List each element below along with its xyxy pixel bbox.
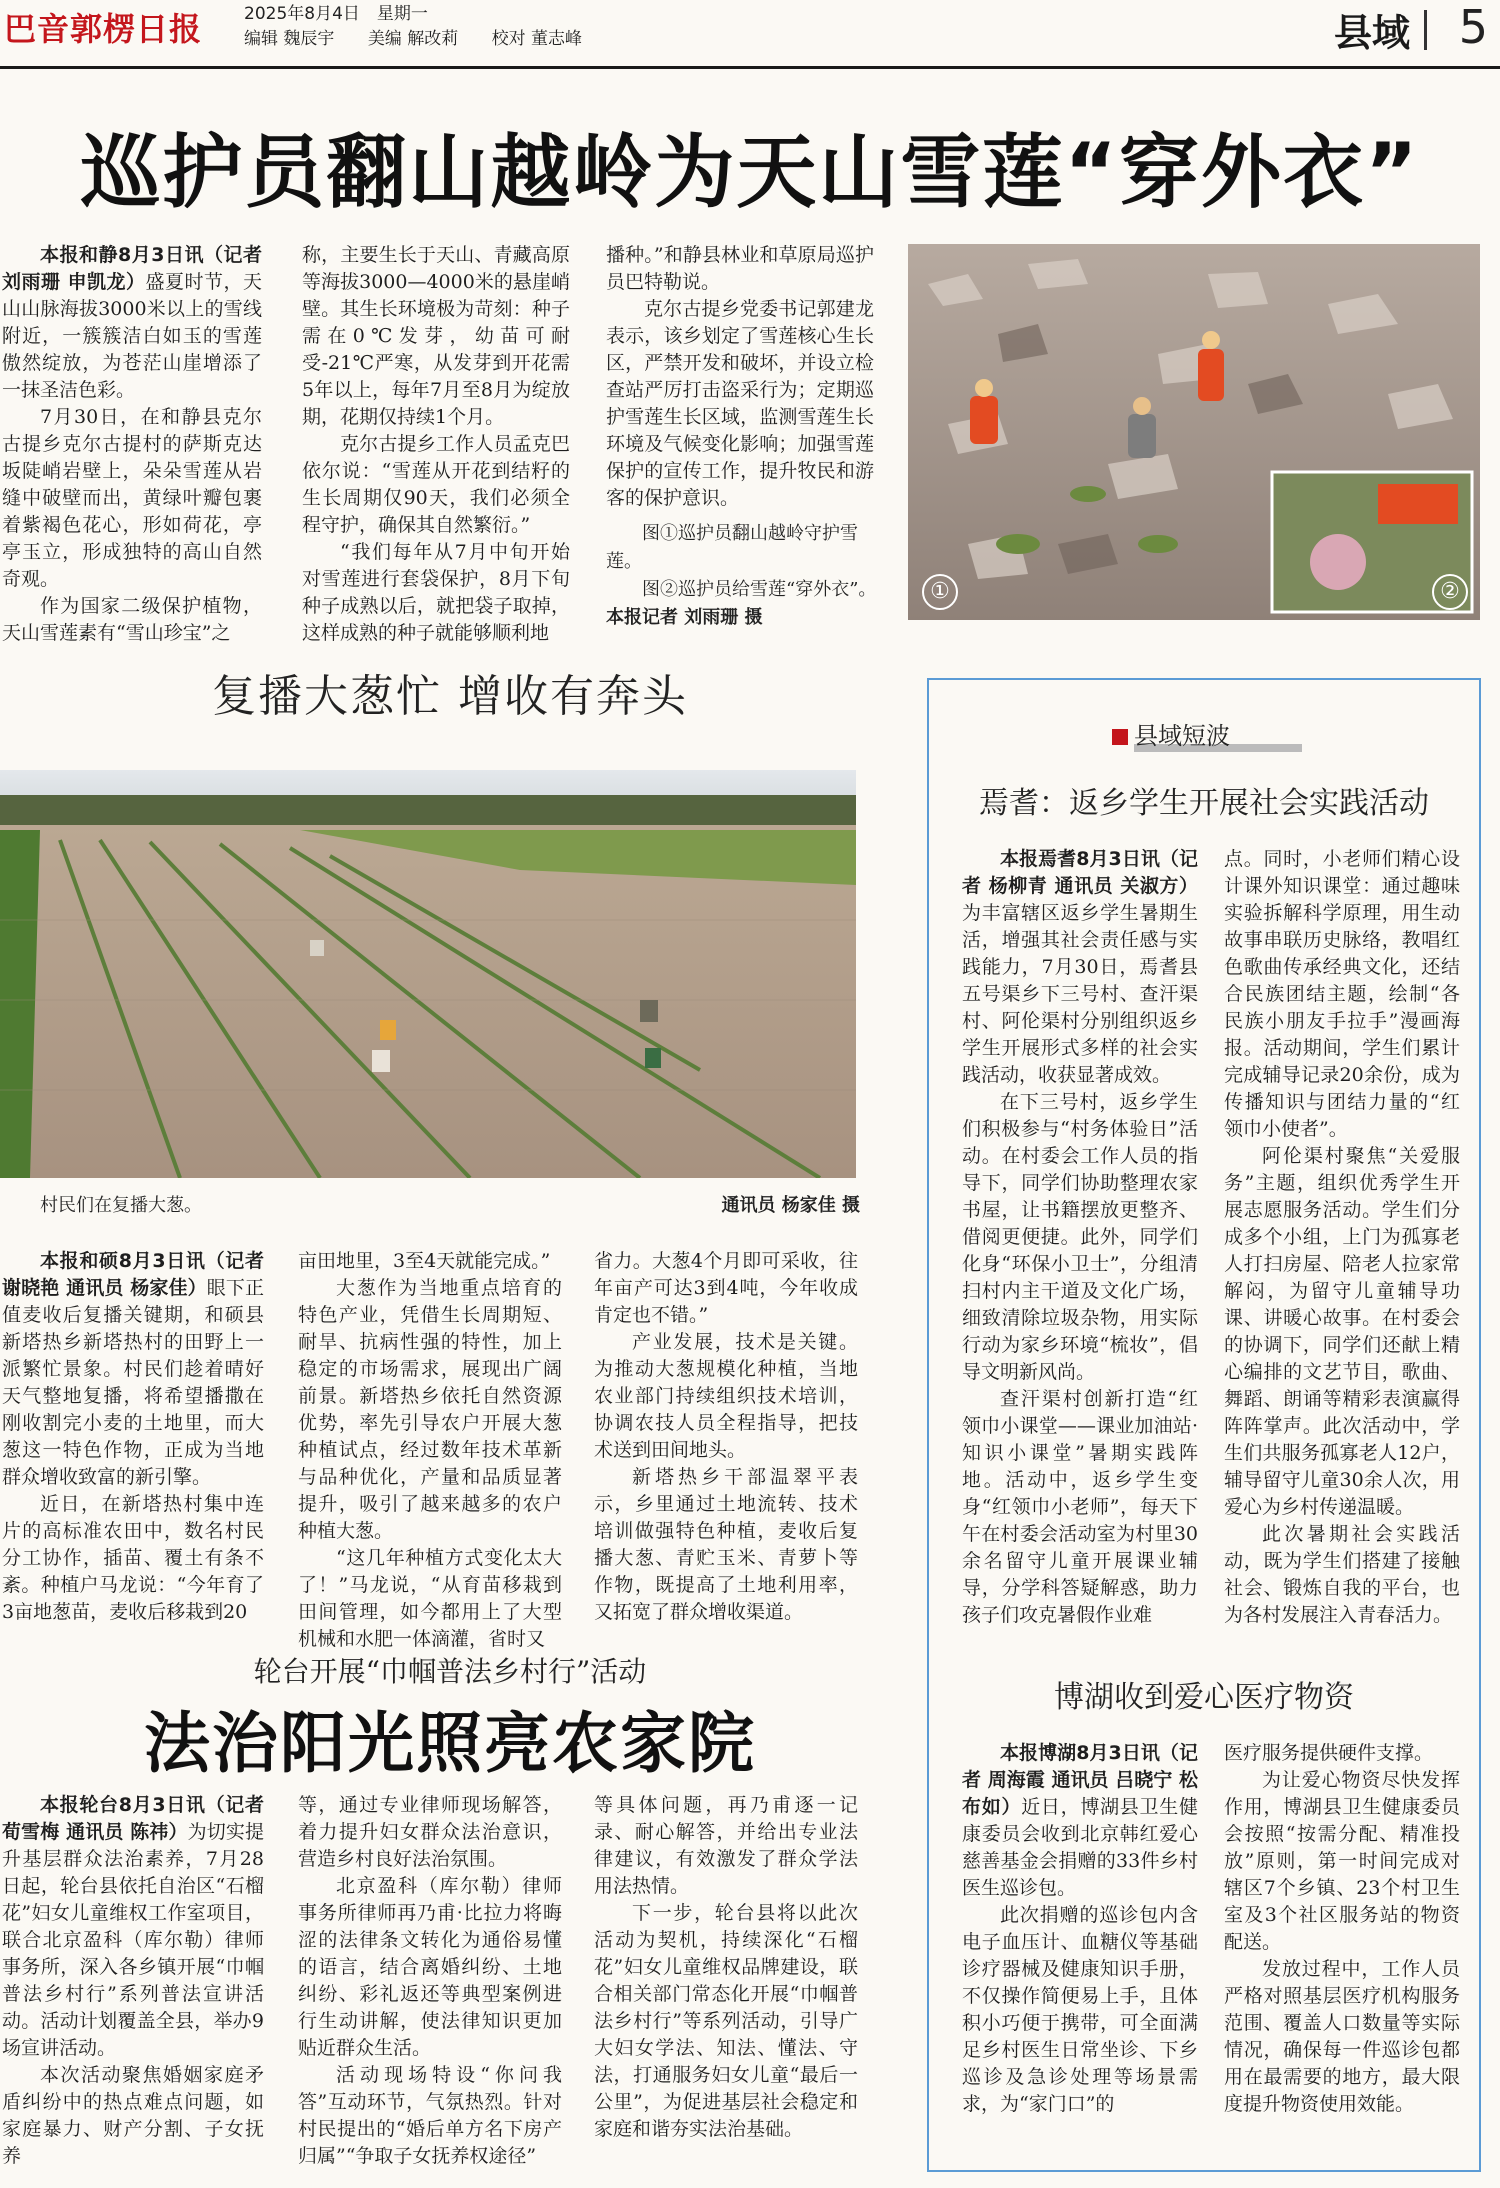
article3-column-3: 等具体问题，再乃甫逐一记录、耐心解答，并给出专业法律建议，有效激发了群众学法用法热情。 下一步，轮台县将以此次活动为契机，持续深化“石榴花”妇女儿童维权品牌建设，联合相关部门常态化开展“巾帼普法乡村行”等系列活动，引导广大妇女学法、知法、懂法、守法，打通服务妇女儿童“最后一公里”，为促进基层社会稳定和家庭和谐夯实法治基础。 [594,1794,858,2140]
page-number: 5 [1458,0,1488,54]
article2-photo-caption: 村民们在复播大葱。 [40,1195,202,1216]
snow-lotus-patrol-photo [908,244,1480,620]
sidebar-story1-lead: 本报焉耆8月3日讯（记者 杨柳青 通讯员 关淑方） [962,848,1198,897]
issue-date: 2025年8月4日 星期一 [244,4,428,24]
article1-photo-credit: 本报记者 刘雨珊 摄 [606,607,763,628]
sidebar-story2-column-2: 医疗服务提供硬件支撑。 为让爱心物资尽快发挥作用，博湖县卫生健康委员会按照“按需分配、精准投放”原则，第一时间完成对辖区7个乡镇、23个村卫生室及3个社区服务站的物资配送。 发放过程中，工作人员严格对照基层医疗机构服务范围、覆盖人口数量等实际情况，确保每一件巡诊包都用在最需要的地方，最大限度提升物资使用效能。 [1224,1742,1460,2115]
lead-headline: 巡护员翻山越岭为天山雪莲“穿外衣” [80,126,1420,219]
sidebar-story2-headline: 博湖收到爱心医疗物资 [1054,1680,1354,1715]
proofreader-credit: 校对 董志峰 [491,29,583,49]
article2-column-3: 省力。大葱4个月即可采收，往年亩产可达3到4吨，今年收成肯定也不错。” 产业发展，技术是关键。为推动大葱规模化种植，当地农业部门持续组织技术培训，协调农技人员全程指导，把技术送到田间地头。 新塔热乡干部温翠平表示，乡里通过土地流转、技术培训做强特色种植，麦收后复播大葱、青贮玉米、青萝卜等作物，既提高了土地利用率，又拓宽了群众增收渠道。 [594,1250,858,1623]
article1-column-1: 本报和静8月3日讯（记者 刘雨珊 申凯龙）盛夏时节，天山山脉海拔3000米以上的雪线附近，一簇簇洁白如玉的雪莲傲然绽放，为苍茫山崖增添了一抹圣洁色彩。 7月30日，在和静县克尔古提乡克尔古提村的萨斯克达坂陡峭岩壁上，朵朵雪莲从岩缝中破壁而出，黄绿叶瓣包裹着紫褐色花心，形如荷花，亭亭玉立，形成独特的高山自然奇观。 作为国家二级保护植物，天山雪莲素有“雪山珍宝”之 [2,244,262,644]
sidebar-tag: 县域短波 [1112,716,1230,751]
photo-label-2: ② [1432,574,1468,610]
article2-column-2: 亩田地里，3至4天就能完成。” 大葱作为当地重点培育的特色产业，凭借生长周期短、耐旱、抗病性强的特性，加上稳定的市场需求，展现出广阔前景。新塔热乡依托自然资源优势，率先引导农户开展大葱种植试点，经过数年技术革新与品种优化，产量和品质显著提升，吸引了越来越多的农户种植大葱。 “这几年种植方式变化太大了！”马龙说，“从育苗移栽到田间管理，如今都用上了大型机械和水肥一体滴灌，省时又 [298,1250,562,1650]
section-divider [1424,10,1427,50]
issue-meta [244,2,610,52]
header-rule [0,66,1500,69]
article1-column-2: 称，主要生长于天山、青藏高原等海拔3000—4000米的悬崖峭壁。其生长环境极为苛刻：种子需在0℃发芽，幼苗可耐受-21℃严寒，从发芽到开花需5年以上，每年7月至8月为绽放期，花期仅持续1个月。 克尔古提乡工作人员孟克巴依尔说：“雪莲从开花到结籽的生长周期仅90天，我们必须全程守护，确保其自然繁衍。” “我们每年从7月中旬开始对雪莲进行套袋保护，8月下旬种子成熟以后，就把袋子取掉，这样成熟的种子就能够顺利地 [302,244,570,644]
sidebar-story2-lead: 本报博湖8月3日讯（记者 周海霞 通讯员 吕晓宁 松布如） [962,1742,1198,1818]
article2-headline: 复播大葱忙 增收有奔头 [212,671,688,722]
sidebar-story1-column-1: 本报焉耆8月3日讯（记者 杨柳青 通讯员 关淑方）为丰富辖区返乡学生暑期生活，增强其社会责任感与实践能力，7月30日，焉耆县五号渠乡下三号村、查汗渠村、阿伦渠村分别组织返乡学生开展形式多样的社会实践活动，收获显著成效。 在下三号村，返乡学生们积极参与“村务体验日”活动。在村委会工作人员的指导下，同学们协助整理农家书屋，让书籍摆放更整齐、借阅更便捷。此外，同学们化身“环保小卫士”，分组清扫村内主干道及文化广场，细致清除垃圾杂物，用实际行动为家乡环境“梳妆”，倡导文明新风尚。 查汗渠村创新打造“红领巾小课堂——课业加油站·知识小课堂”暑期实践阵地。活动中，返乡学生变身“红领巾小老师”，每天下午在村委会活动室为村里30余名留守儿童开展课业辅导，分学科答疑解惑，助力孩子们攻克暑假作业难 [962,848,1198,1626]
article3-headline: 法治阳光照亮农家院 [144,1704,756,1782]
editor-credit: 编辑 魏辰宇 [244,29,335,49]
article1-column-3: 播种。”和静县林业和草原局巡护员巴特勒说。 克尔古提乡党委书记郭建龙表示，该乡划定了雪莲核心生长区，严禁开发和破坏，并设立检查站严厉打击盗采行为；定期巡护雪莲生长区域，监测雪莲生长环境及气候变化影响；加强雪莲保护的宣传工作，提升牧民和游客的保护意识。 [606,244,874,509]
newspaper-logo: 巴音郭楞日报 [4,10,203,48]
article2-column-1: 本报和硕8月3日讯（记者 谢晓艳 通讯员 杨家佳）眼下正值麦收后复播关键期，和硕县新塔热乡新塔热村的田野上一派繁忙景象。村民们趁着晴好天气整地复播，将希望播撒在刚收割完小麦的土地里，而大葱这一特色作物，正成为当地群众增收致富的新引擎。 近日，在新塔热村集中连片的高标准农田中，数名村民分工协作，插苗、覆土有条不紊。种植户马龙说：“今年育了3亩地葱苗，麦收后移栽到20 [2,1250,264,1623]
section-name: 县域 [1333,11,1410,55]
article3-kicker: 轮台开展“巾帼普法乡村行”活动 [253,1655,647,1688]
article3-column-2: 等，通过专业律师现场解答，着力提升妇女群众法治意识，营造乡村良好法治氛围。 北京盈科（库尔勒）律师事务所律师再乃甫·比拉力将晦涩的法律条文转化为通俗易懂的语言，结合离婚纠纷、土地纠纷、彩礼返还等典型案例进行生动讲解，使法律知识更加贴近群众生活。 活动现场特设“你问我答”互动环节，气氛热烈。针对村民提出的“婚后单方名下房产归属”“争取子女抚养权途径” [298,1794,562,2167]
masthead [0,0,1500,62]
designer-credit: 美编 解改莉 [367,29,459,49]
article3-lead: 本报轮台8月3日讯（记者 荀雪梅 通讯员 陈祎） [2,1794,264,1843]
article1-lead: 本报和静8月3日讯（记者 刘雨珊 申凯龙） [2,244,262,293]
article2-lead: 本报和硕8月3日讯（记者 谢晓艳 通讯员 杨家佳） [2,1250,264,1299]
photo-label-1: ① [922,574,958,610]
sidebar-story1-column-2: 点。同时，小老师们精心设计课外知识课堂：通过趣味实验拆解科学原理，用生动故事串联历史脉络，教唱红色歌曲传承经典文化，还结合民族团结主题，绘制“各民族小朋友手拉手”漫画海报。活动期间，学生们累计完成辅导记录20余份，成为传播知识与团结力量的“红领巾小使者”。 阿伦渠村聚焦“关爱服务”主题，组织优秀学生开展志愿服务活动。学生们分成多个小组，上门为孤寡老人打扫房屋、陪老人拉家常解闷，为留守儿童辅导功课、讲暖心故事。在村委会的协调下，同学们还献上精心编排的文艺节目，歌曲、舞蹈、朗诵等精彩表演赢得阵阵掌声。此次活动中，学生们共服务孤寡老人12户，辅导留守儿童30余人次，用爱心为乡村传递温暖。 此次暑期社会实践活动，既为学生们搭建了接触社会、锻炼自我的平台，也为各村发展注入青春活力。 [1224,848,1460,1626]
article2-photo-credit: 通讯员 杨家佳 摄 [721,1195,860,1216]
article1-photo-caption: 图①巡护员翻山越岭守护雪莲。 图②巡护员给雪莲“穿外衣”。 本报记者 刘雨珊 摄 [606,523,868,628]
red-square-icon [1112,729,1128,745]
scallion-field-photo [0,770,856,1178]
sidebar-story2-column-1: 本报博湖8月3日讯（记者 周海霞 通讯员 吕晓宁 松布如）近日，博湖县卫生健康委员会收到北京韩红爱心慈善基金会捐赠的33件乡村医生巡诊包。 此次捐赠的巡诊包内含电子血压计、血糖仪等基础诊疗器械及健康知识手册，不仅操作简便易上手，且体积小巧便于携带，可全面满足乡村医生日常坐诊、下乡巡诊及急诊处理等场景需求，为“家门口”的 [962,1742,1198,2115]
article3-column-1: 本报轮台8月3日讯（记者 荀雪梅 通讯员 陈祎）为切实提升基层群众法治素养，7月28日起，轮台县依托自治区“石榴花”妇女儿童维权工作室项目，联合北京盈科（库尔勒）律师事务所，深入各乡镇开展“巾帼普法乡村行”系列普法宣讲活动。活动计划覆盖全县，举办9场宣讲活动。 本次活动聚焦婚姻家庭矛盾纠纷中的热点难点问题，如家庭暴力、财产分割、子女抚养 [2,1794,264,2167]
sidebar-story1-headline: 焉耆：返乡学生开展社会实践活动 [979,786,1429,821]
